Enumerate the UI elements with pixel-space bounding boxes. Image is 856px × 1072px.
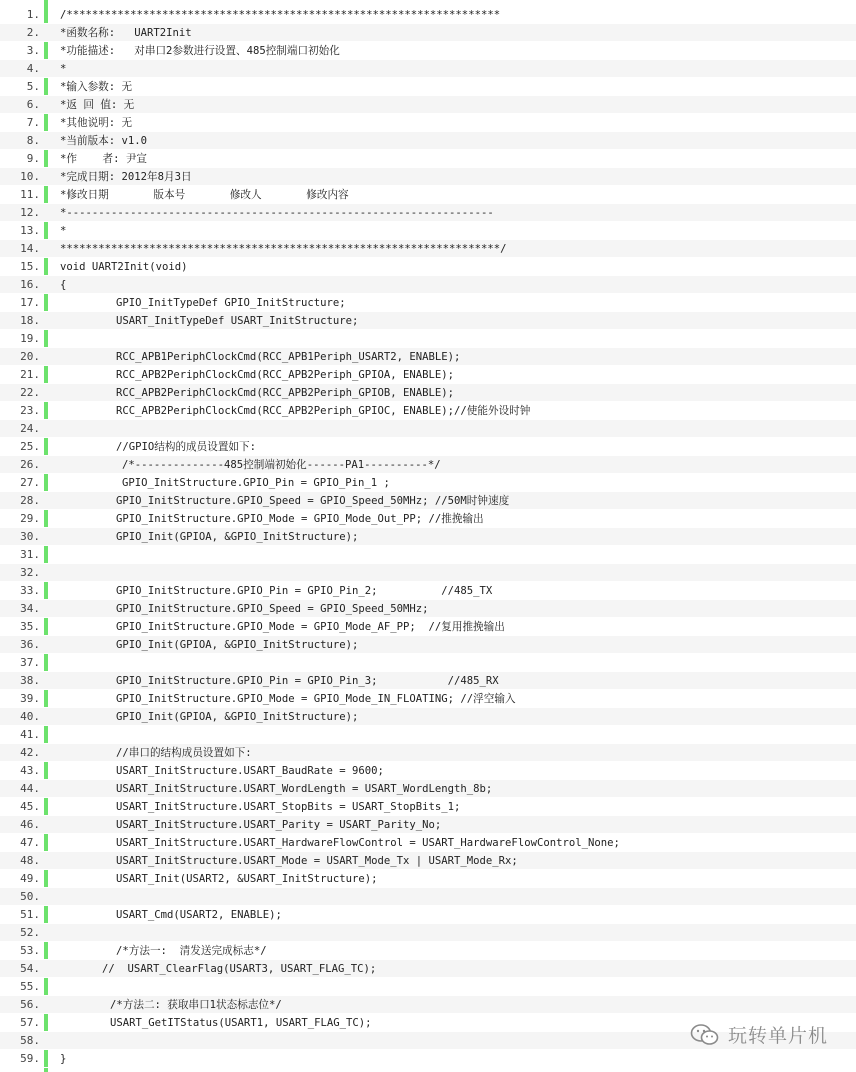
line-number: 14. <box>20 242 40 255</box>
code-text: GPIO_InitStructure.GPIO_Mode = GPIO_Mode_IN_FLOATING; //浮空输入 <box>116 693 516 705</box>
code-text: *功能描述: 对串口2参数进行设置、485控制端口初始化 <box>60 45 340 57</box>
code-text: GPIO_InitStructure.GPIO_Mode = GPIO_Mode_AF_PP; //复用推挽输出 <box>116 621 505 633</box>
code-line <box>0 276 856 294</box>
code-text: USART_InitTypeDef USART_InitStructure; <box>116 315 359 327</box>
code-line <box>0 222 856 240</box>
line-number: 9. <box>26 152 40 165</box>
code-line <box>0 258 856 276</box>
code-text: GPIO_InitStructure.GPIO_Pin = GPIO_Pin_1 ; <box>122 477 390 489</box>
code-line <box>0 24 856 42</box>
code-text: USART_GetITStatus(USART1, USART_FLAG_TC); <box>110 1017 372 1029</box>
line-number: 40. <box>20 710 40 723</box>
code-text: //串口的结构成员设置如下: <box>116 747 252 759</box>
code-text: GPIO_InitTypeDef GPIO_InitStructure; <box>116 297 346 309</box>
line-number: 34. <box>20 602 40 615</box>
line-number: 45. <box>20 800 40 813</box>
line-number: 56. <box>20 998 40 1011</box>
code-line <box>0 528 856 546</box>
line-number: 24. <box>20 422 40 435</box>
code-line <box>0 798 856 816</box>
code-text: *修改日期 版本号 修改人 修改内容 <box>60 189 349 201</box>
code-text: RCC_APB1PeriphClockCmd(RCC_APB1Periph_USART2, ENABLE); <box>116 351 461 363</box>
line-number: 58. <box>20 1034 40 1047</box>
line-number: 15. <box>20 260 40 273</box>
line-number: 17. <box>20 296 40 309</box>
code-text: * <box>60 63 67 75</box>
code-line <box>0 330 856 348</box>
line-number: 22. <box>20 386 40 399</box>
line-number: 18. <box>20 314 40 327</box>
code-text: } <box>60 1053 67 1065</box>
code-line <box>0 888 856 906</box>
code-line <box>0 780 856 798</box>
code-text: USART_InitStructure.USART_Parity = USART_Parity_No; <box>116 819 442 831</box>
line-number: 47. <box>20 836 40 849</box>
line-number: 52. <box>20 926 40 939</box>
line-number: 30. <box>20 530 40 543</box>
code-text: *返 回 值: 无 <box>60 99 135 111</box>
code-line <box>0 582 856 600</box>
code-line <box>0 168 856 186</box>
line-number: 23. <box>20 404 40 417</box>
line-number: 31. <box>20 548 40 561</box>
code-line <box>0 546 856 564</box>
code-text: GPIO_InitStructure.GPIO_Speed = GPIO_Speed_50MHz; <box>116 603 429 615</box>
code-line <box>0 240 856 258</box>
code-line <box>0 978 856 996</box>
code-line <box>0 186 856 204</box>
code-line <box>0 762 856 780</box>
code-line <box>0 654 856 672</box>
code-text: GPIO_Init(GPIOA, &GPIO_InitStructure); <box>116 711 359 723</box>
code-line <box>0 618 856 636</box>
code-line <box>0 726 856 744</box>
code-line <box>0 204 856 222</box>
line-number: 50. <box>20 890 40 903</box>
line-number: 41. <box>20 728 40 741</box>
code-line <box>0 744 856 762</box>
line-number: 25. <box>20 440 40 453</box>
code-line <box>0 834 856 852</box>
line-number: 46. <box>20 818 40 831</box>
code-text: /*方法一: 清发送完成标志*/ <box>116 945 267 957</box>
code-line <box>0 366 856 384</box>
line-number: 10. <box>20 170 40 183</box>
code-text: /*--------------485控制端初始化------PA1----------*/ <box>122 459 441 471</box>
wechat-icon <box>690 1023 720 1047</box>
code-line <box>0 294 856 312</box>
code-text: USART_Init(USART2, &USART_InitStructure); <box>116 873 378 885</box>
line-number: 29. <box>20 512 40 525</box>
code-text: *********************************************************************/ <box>60 243 507 255</box>
line-number: 2. <box>26 26 40 39</box>
code-line <box>0 384 856 402</box>
line-number: 49. <box>20 872 40 885</box>
code-text: *输入参数: 无 <box>60 81 133 93</box>
line-number: 35. <box>20 620 40 633</box>
line-number: 42. <box>20 746 40 759</box>
code-text: { <box>60 279 67 291</box>
code-line <box>0 60 856 78</box>
line-number: 1. <box>26 8 40 21</box>
code-text: *当前版本: v1.0 <box>60 135 148 147</box>
code-line <box>0 132 856 150</box>
code-text: //GPIO结构的成员设置如下: <box>116 441 256 453</box>
code-line <box>0 96 856 114</box>
line-number: 28. <box>20 494 40 507</box>
code-line <box>0 852 856 870</box>
code-text: *函数名称: UART2Init <box>60 27 192 39</box>
code-text: GPIO_InitStructure.GPIO_Mode = GPIO_Mode_Out_PP; //推挽输出 <box>116 513 484 525</box>
code-line <box>0 6 856 24</box>
line-number: 39. <box>20 692 40 705</box>
code-line <box>0 600 856 618</box>
code-text: /******************************************************************** <box>60 9 501 21</box>
code-text: USART_Cmd(USART2, ENABLE); <box>116 909 282 921</box>
code-text: * <box>60 225 67 237</box>
code-text: USART_InitStructure.USART_HardwareFlowControl = USART_HardwareFlowControl_None; <box>116 837 620 849</box>
code-line <box>0 708 856 726</box>
watermark-text: 玩转单片机 <box>727 1025 828 1047</box>
code-text: GPIO_Init(GPIOA, &GPIO_InitStructure); <box>116 531 359 543</box>
code-line <box>0 492 856 510</box>
line-number: 32. <box>20 566 40 579</box>
code-text: void UART2Init(void) <box>60 261 188 273</box>
line-number: 59. <box>20 1052 40 1065</box>
code-text: *其他说明: 无 <box>60 117 133 129</box>
code-line <box>0 942 856 960</box>
code-text: // USART_ClearFlag(USART3, USART_FLAG_TC); <box>102 963 377 975</box>
code-text: *------------------------------------------------------------------- <box>60 207 494 219</box>
code-line <box>0 690 856 708</box>
code-line <box>0 474 856 492</box>
code-text: /*方法二: 获取串口1状态标志位*/ <box>110 999 282 1011</box>
line-number: 8. <box>26 134 40 147</box>
code-text: GPIO_InitStructure.GPIO_Pin = GPIO_Pin_2; //485_TX <box>116 585 493 597</box>
code-line <box>0 420 856 438</box>
line-number: 37. <box>20 656 40 669</box>
code-line <box>0 924 856 942</box>
line-number: 33. <box>20 584 40 597</box>
line-number: 26. <box>20 458 40 471</box>
code-line <box>0 510 856 528</box>
line-number: 57. <box>20 1016 40 1029</box>
code-line <box>0 312 856 330</box>
line-number: 4. <box>26 62 40 75</box>
line-number: 11. <box>20 188 40 201</box>
code-line <box>0 78 856 96</box>
line-number: 7. <box>26 116 40 129</box>
code-text: RCC_APB2PeriphClockCmd(RCC_APB2Periph_GPIOB, ENABLE); <box>116 387 455 399</box>
code-line <box>0 816 856 834</box>
code-text: GPIO_InitStructure.GPIO_Speed = GPIO_Speed_50MHz; //50M时钟速度 <box>116 495 510 507</box>
line-number: 6. <box>26 98 40 111</box>
code-text: USART_InitStructure.USART_StopBits = USART_StopBits_1; <box>116 801 461 813</box>
line-number: 51. <box>20 908 40 921</box>
line-number: 44. <box>20 782 40 795</box>
code-line <box>0 672 856 690</box>
code-line <box>0 906 856 924</box>
code-line <box>0 996 856 1014</box>
code-line <box>0 636 856 654</box>
code-line <box>0 564 856 582</box>
line-number: 16. <box>20 278 40 291</box>
line-number: 48. <box>20 854 40 867</box>
code-line <box>0 1050 856 1068</box>
line-number: 36. <box>20 638 40 651</box>
line-number: 20. <box>20 350 40 363</box>
line-number: 19. <box>20 332 40 345</box>
line-number: 38. <box>20 674 40 687</box>
code-line <box>0 456 856 474</box>
code-text: USART_InitStructure.USART_Mode = USART_Mode_Tx | USART_Mode_Rx; <box>116 855 518 867</box>
code-line <box>0 870 856 888</box>
line-number: 54. <box>20 962 40 975</box>
code-line <box>0 438 856 456</box>
code-text: RCC_APB2PeriphClockCmd(RCC_APB2Periph_GPIOA, ENABLE); <box>116 369 455 381</box>
code-line <box>0 150 856 168</box>
code-line <box>0 960 856 978</box>
line-number: 27. <box>20 476 40 489</box>
line-number: 3. <box>26 44 40 57</box>
watermark <box>690 1021 828 1048</box>
code-line <box>0 402 856 420</box>
code-text: RCC_APB2PeriphClockCmd(RCC_APB2Periph_GPIOC, ENABLE);//使能外设时钟 <box>116 405 531 417</box>
line-number: 43. <box>20 764 40 777</box>
line-number: 53. <box>20 944 40 957</box>
code-line <box>0 114 856 132</box>
code-text: GPIO_Init(GPIOA, &GPIO_InitStructure); <box>116 639 359 651</box>
code-text: USART_InitStructure.USART_WordLength = USART_WordLength_8b; <box>116 783 493 795</box>
code-text: *作 者: 尹宣 <box>60 153 148 165</box>
code-text: USART_InitStructure.USART_BaudRate = 9600; <box>116 765 384 777</box>
line-number: 55. <box>20 980 40 993</box>
line-number: 5. <box>26 80 40 93</box>
code-text: *完成日期: 2012年8月3日 <box>60 171 192 183</box>
line-number: 12. <box>20 206 40 219</box>
line-number: 21. <box>20 368 40 381</box>
code-line <box>0 42 856 60</box>
code-line <box>0 348 856 366</box>
line-number: 13. <box>20 224 40 237</box>
code-text: GPIO_InitStructure.GPIO_Pin = GPIO_Pin_3; //485_RX <box>116 675 499 687</box>
code-lines <box>0 6 856 1068</box>
